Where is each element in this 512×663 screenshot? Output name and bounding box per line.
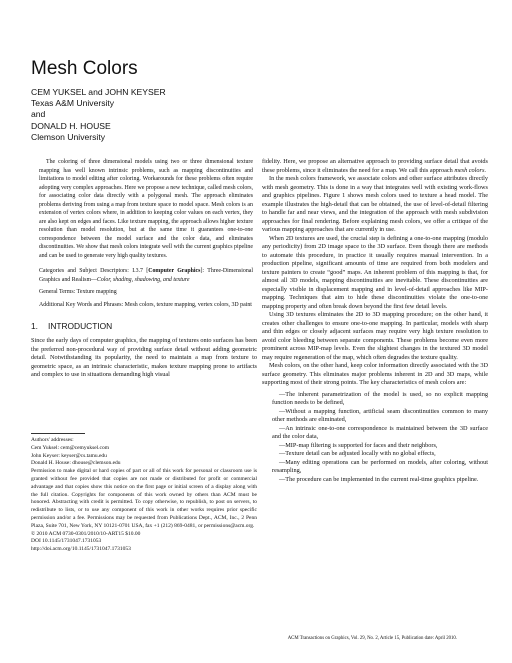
intro-paragraph: Since the early days of computer graphics, the mapping of textures onto surfaces has been the preferred non-procedural way of providing surface detail without adding geometric detail. Notwithstanding its popularity, the need to maintain a map from texture to geometric space, as an intrinsic characteristic, makes texture mapping prone to artifacts and complex to use in situations demanding high visual <box>31 337 257 378</box>
author-affiliation-2: Clemson University <box>31 131 106 142</box>
categories-bold: Computer Graphics <box>148 268 201 274</box>
section-heading-introduction <box>31 321 257 331</box>
note-line: Cem Yuksel: cem@cemyuksel.com <box>31 444 110 451</box>
body-paragraph: In the mesh colors framework, we associate colors and other surface attributes directly with mesh geometry. This is done in a way that integrates well with existing work-flows and graphics pipelines. Figure 1 shows mesh colors used to texture a head model. The example illustrates the high-detail that can be obtained, the use of level-of-detail filtering to handle far and near views, and the integration of the approach with mesh subdivision approaches for final rendering. Before explaining mesh colors, we offer a critique of the various mapping approaches that are currently in use. <box>262 175 488 233</box>
abstract-block <box>31 158 257 309</box>
section-title: INTRODUCTION <box>48 321 113 331</box>
list-item: —Without a mapping function, artificial seam discontinuities common to many other methods are eliminated, <box>272 407 488 423</box>
list-item: —The procedure can be implemented in the current real-time graphics pipeline. <box>279 475 479 483</box>
doi-line: DOI 10.1145/1731047.1731053 <box>31 538 102 545</box>
list-item: —Many editing operations can be performed on models, after coloring, without resampling, <box>272 458 488 474</box>
general-terms: General Terms: Texture mapping <box>39 289 117 295</box>
characteristics-list <box>262 391 488 485</box>
p1-end: . <box>484 166 486 174</box>
list-item: —Texture detail can be adjusted locally with no global effects, <box>279 450 436 457</box>
left-column <box>31 158 257 380</box>
copyright-line: © 2010 ACM 0730-0301/2010/10-ART15 $10.00 <box>31 530 141 537</box>
body-paragraph: Mesh colors, on the other hand, keep color information directly associated with the 3D surface geometry. This eliminates major problems inherent in 2D and 3D maps, while supporting most of their strong points. The key characteristics of mesh colors are: <box>262 362 488 386</box>
list-item: —MIP-map filtering is supported for faces and their neighbors, <box>279 441 438 449</box>
note-line: Authors' addresses: <box>31 437 74 443</box>
footnote-rule <box>31 433 85 434</box>
author-names-1: CEM YUKSEL and JOHN KEYSER <box>31 87 166 97</box>
categories-middle: ]: Three-Dimensional Graphics and Realism— <box>39 268 254 283</box>
body-paragraph: Using 3D textures eliminates the 2D to 3D mapping procedure; on the other hand, it creates other challenges to ensure one-to-one mapping. In particular, models with sharp and thin edges or closely adjacent surfaces may require very high texture resolution to avoid color bleeding between separate components. These problems become even more prominent across MIP-map levels. Even the slightest changes in the textured 3D model may require regeneration of the map, which often degrades the texture quality. <box>262 311 488 361</box>
p1-emphasis: mesh colors <box>454 166 485 174</box>
list-item: —The inherent parametrization of the model is used, so no explicit mapping function needs to be defined, <box>272 390 488 406</box>
journal-footer: ACM Transactions on Graphics, Vol. 29, No. 2, Article 15, Publication date: April 2010. <box>287 636 457 641</box>
author-names-2: DONALD H. HOUSE <box>31 120 111 131</box>
note-line: Donald H. House: dhouse@clemson.edu <box>31 460 121 467</box>
footnotes-block <box>31 433 257 554</box>
note-line: John Keyser: keyser@cs.tamu.edu <box>31 452 107 459</box>
list-item: —An intrinsic one-to-one correspondence is maintained between the 3D surface and the color data, <box>272 424 488 440</box>
categories-prefix: Categories and Subject Descriptors: I.3.7 [ <box>39 268 149 274</box>
doi-url: http://doi.acm.org/10.1145/1731047.1731053 <box>31 546 131 553</box>
author-block <box>31 87 166 143</box>
p1-text: fidelity. Here, we propose an alternative approach to providing surface detail that avoids these problems, since it eliminates the need for a map. We call this approach <box>262 158 488 174</box>
categories-italic: Color, shading, shadowing, and texture <box>96 276 190 283</box>
categories-text <box>39 267 253 284</box>
body-paragraph: When 2D textures are used, the crucial step is defining a one-to-one mapping (modulo any periodicity) from 2D image space to the 3D surface. Even though there are methods to automate this procedure, in practice it usually requires manual intervention. In a production pipeline, significant amounts of time are required from both modelers and texture painters to create “good” maps. An inherent problem of this mapping is that, for almost all 3D models, mapping discontinuities are inevitable. These discontinuities are especially visible in displacement mapping and in level-of-detail approaches like MIP-mapping. Techniques that aim to hide these discontinuities violate the one-to-one mapping property and often break down beyond the first few detail levels. <box>262 234 488 310</box>
permission-notice: Permission to make digital or hard copies of part or all of this work for personal or classroom use is granted without fee provided that copies are not made or distributed for profit or commercial advantage and that copies show this notice on the first page or initial screen of a display along with the full citation. Copyrights for components of this work owned by others than ACM must be honored. Abstracting with credit is permitted. To copy otherwise, to republish, to post on servers, to redistribute to lists, or to use any component of this work in other works requires prior specific permission and/or a fee. Permissions may be requested from Publications Dept., ACM, Inc., 2 Penn Plaza, Suite 701, New York, NY 10121-0701 USA, fax +1 (212) 869-0481, or permissions@acm.org. <box>31 468 257 529</box>
author-conjunction: and <box>31 109 46 120</box>
keywords: Additional Key Words and Phrases: Mesh colors, texture mapping, vertex colors, 3D paint <box>39 301 252 308</box>
author-affiliation-1: Texas A&M University <box>31 98 115 109</box>
body-paragraph <box>262 158 488 175</box>
abstract-text: The coloring of three dimensional models using two or three dimensional texture mapping has well known intrinsic problems, such as mapping discontinuities and limitations to model editing after coloring. Workarounds for these problems often require adopting very complex approaches. Here we propose a new technique, called mesh colors, for associating color data directly with a polygonal mesh. The approach eliminates problems deriving from using a map from texture space to model space. Mesh colors is an extension of vertex colors where, in addition to keeping color values on each vertex, they are also kept on edges and faces. Like texture mapping, the approach allows higher texture resolution than model resolution, but at the same time it guarantees one-to-one correspondence between the model surface and the color data, and eliminates discontinuities. We show that mesh colors integrate well with the current graphics pipeline and can be used to generate very high quality textures. <box>39 159 253 259</box>
right-column <box>262 158 488 484</box>
paper-title: Mesh Colors <box>31 58 138 79</box>
section-number: 1. <box>31 321 38 331</box>
